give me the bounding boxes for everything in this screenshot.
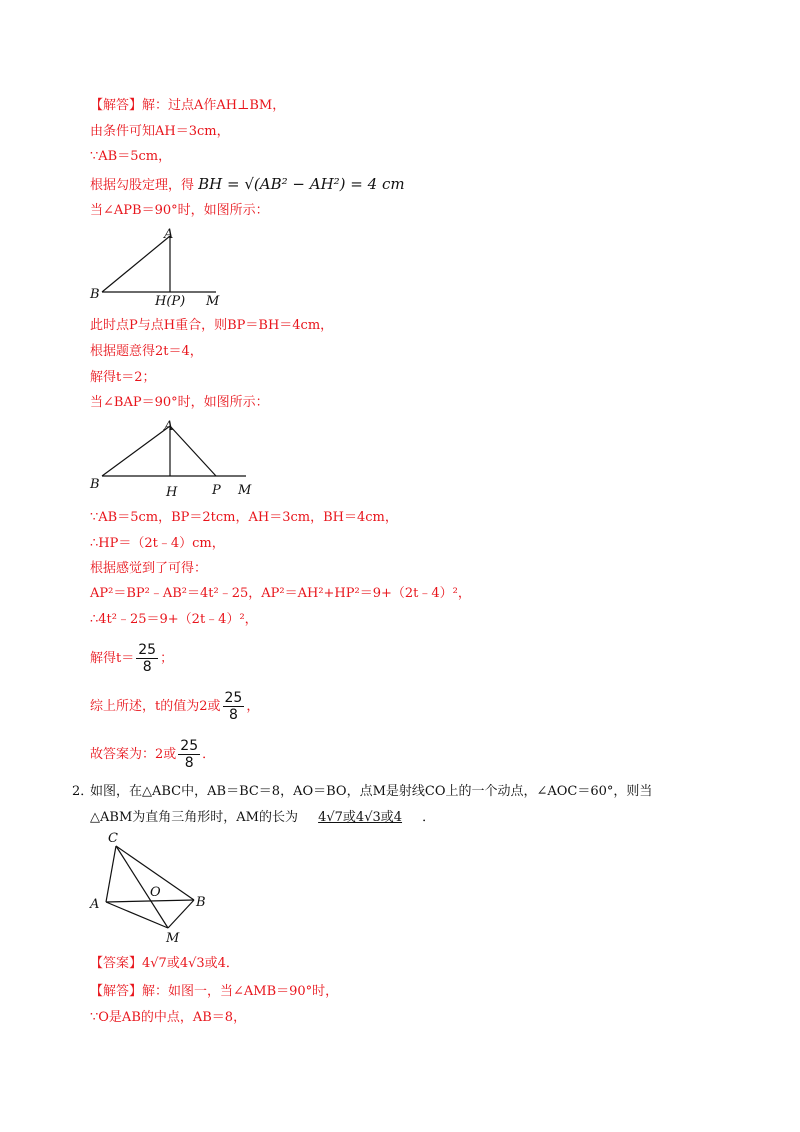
line-mb (168, 900, 194, 928)
label-a: A (164, 419, 174, 434)
numerator: 25 (180, 738, 199, 754)
solution-line: AP²＝BP²﹣AB²＝4t²﹣25，AP²＝AH²+HP²＝9+（2t﹣4）²， (90, 586, 471, 601)
solution-line: 【解答】解：如图一，当∠AMB＝90°时， (90, 984, 339, 999)
question-text-part: ． (422, 810, 436, 825)
solution-line (90, 642, 173, 675)
line-ap (170, 426, 216, 476)
figure-bap-right-angle (88, 416, 258, 502)
solution-line: ∴4t²﹣25＝9+（2t﹣4）²， (90, 612, 258, 627)
solution-line: ∵O是AB的中点，AB＝8， (90, 1010, 247, 1025)
answer-blank: 4√7或4√3或4 (318, 810, 403, 825)
label-b: B (196, 895, 206, 910)
solution-line: 由条件可知AH＝3cm， (90, 124, 230, 139)
question-text-part: △ABM为直角三角形时，AM的长为 (90, 810, 298, 825)
label-m: M (238, 483, 252, 498)
solution-line: 根据题意得2t＝4， (90, 344, 203, 359)
line-ab (102, 426, 170, 476)
fraction (223, 690, 245, 723)
solution-line: ∴HP＝（2t﹣4）cm， (90, 536, 225, 551)
answer-line: 【答案】4√7或4√3或4． (90, 956, 239, 971)
fraction (136, 642, 158, 675)
denominator: 8 (184, 755, 194, 771)
solution-line: ∵AB＝5cm，BP＝2tcm，AH＝3cm，BH＝4cm， (90, 510, 398, 525)
label-hp: H(P) (155, 294, 186, 308)
figure-apb-right-angle (88, 226, 228, 308)
solution-line: 当∠APB＝90°时，如图所示： (90, 203, 269, 218)
label-o: O (150, 885, 161, 900)
solution-line: 【解答】解：过点A作AH⊥BM， (90, 98, 286, 113)
question-text: 如图，在△ABC中，AB＝BC＝8，AO＝BO，点M是射线CO上的一个动点，∠AOC＝60°，则当 (90, 784, 653, 799)
line-ca (106, 846, 116, 902)
label-p: P (212, 483, 221, 498)
solution-line: 当∠BAP＝90°时，如图所示： (90, 395, 269, 410)
pythagoras-formula: BH = √(AB² − AH²) = 4 cm (198, 175, 405, 193)
numerator: 25 (138, 642, 157, 658)
solution-line (90, 174, 405, 196)
solution-line: 根据感觉到了可得： (90, 561, 208, 576)
solution-text: 根据勾股定理，得 (90, 178, 195, 193)
label-a: A (164, 227, 174, 242)
solution-line (90, 738, 215, 771)
line-am (106, 902, 168, 928)
solution-text: ； (160, 651, 174, 666)
solution-text: 综上所述，t的值为2或 (90, 699, 221, 714)
label-a: A (90, 897, 100, 912)
question-text (90, 808, 435, 828)
solution-text: ． (202, 747, 216, 762)
solution-line: 解得t＝2； (90, 370, 156, 385)
label-h: H (166, 485, 178, 500)
denominator: 8 (228, 707, 238, 723)
solution-text: ， (246, 699, 260, 714)
label-m: M (166, 931, 180, 946)
solution-line (90, 690, 259, 723)
solution-line: ∵AB＝5cm， (90, 149, 172, 164)
label-b: B (90, 477, 100, 492)
question-number: 2． (72, 784, 94, 799)
solution-text: 解得t＝ (90, 651, 135, 666)
numerator: 25 (224, 690, 243, 706)
label-m: M (206, 294, 220, 308)
denominator: 8 (142, 659, 152, 675)
label-c: C (108, 831, 118, 846)
figure-triangle-abc (86, 828, 216, 950)
line-ab (102, 236, 170, 292)
solution-line: 此时点P与点H重合，则BP＝BH＝4cm， (90, 318, 334, 333)
label-b: B (90, 287, 100, 302)
fraction (178, 738, 200, 771)
solution-text: 故答案为：2或 (90, 747, 177, 762)
